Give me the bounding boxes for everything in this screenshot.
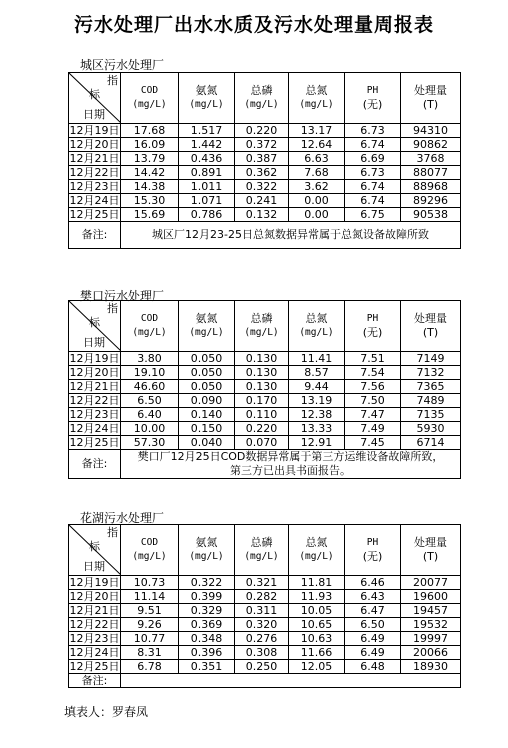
diag-top-label: 指 [107, 526, 118, 539]
value-cell: 1.517 [179, 124, 235, 138]
value-cell: 0.311 [235, 604, 289, 618]
date-cell: 12月21日 [69, 379, 120, 393]
column-header-unit: (mg/L) [132, 99, 167, 110]
table-row [69, 646, 461, 660]
note-label: 备注: [69, 222, 121, 249]
value-cell: 13.33 [289, 422, 345, 436]
value-cell: 7.54 [345, 366, 401, 380]
column-header-name: 氨氮 [195, 84, 218, 97]
value-cell: 11.81 [289, 576, 345, 590]
column-header [345, 525, 401, 576]
value-cell: 7.56 [345, 380, 401, 394]
value-cell: 0.170 [235, 394, 289, 408]
diag-bottom-label: 日期 [83, 560, 105, 573]
value-cell: 6.48 [345, 660, 401, 674]
column-header-unit: (mg/L) [189, 551, 224, 562]
value-cell: 18930 [401, 660, 461, 674]
column-header [289, 301, 345, 352]
value-cell: 7.45 [345, 436, 401, 450]
diag-mid-label: 标 [89, 88, 100, 101]
table-fankou [68, 300, 461, 479]
value-cell: 16.09 [121, 138, 179, 152]
value-cell: 0.220 [235, 422, 289, 436]
value-cell: 0.320 [235, 618, 289, 632]
column-header [121, 73, 179, 124]
value-cell: 19.10 [121, 366, 179, 380]
date-cell: 12月25日 [69, 207, 120, 221]
value-cell: 5930 [401, 422, 461, 436]
date-cell: 12月22日 [69, 617, 120, 631]
date-cell: 12月21日 [69, 603, 120, 617]
value-cell: 1.011 [179, 180, 235, 194]
value-cell: 0.070 [235, 436, 289, 450]
value-cell: 7489 [401, 394, 461, 408]
note-value [121, 450, 461, 479]
value-cell: 19457 [401, 604, 461, 618]
value-cell: 14.38 [121, 180, 179, 194]
value-cell: 15.69 [121, 208, 179, 222]
table-row [69, 394, 461, 408]
column-header-name: 处理量 [414, 84, 447, 97]
value-cell: 90538 [401, 208, 461, 222]
column-header-unit: (mg/L) [299, 99, 334, 110]
value-cell: 7135 [401, 408, 461, 422]
value-cell: 6.73 [345, 166, 401, 180]
value-cell: 0.351 [179, 660, 235, 674]
date-cell: 12月25日 [69, 435, 120, 449]
plant-name-huahu: 花湖污水处理厂 [80, 511, 165, 525]
table-row [69, 422, 461, 436]
column-header [121, 525, 179, 576]
value-cell: 11.93 [289, 590, 345, 604]
plant-name-fankou: 樊口污水处理厂 [80, 289, 165, 303]
column-header-unit: (无) [362, 326, 383, 339]
value-cell: 7.50 [345, 394, 401, 408]
value-cell: 0.150 [179, 422, 235, 436]
date-cell: 12月24日 [69, 193, 120, 207]
value-cell: 0.308 [235, 646, 289, 660]
value-cell: 9.44 [289, 380, 345, 394]
value-cell: 11.41 [289, 352, 345, 366]
date-cell: 12月23日 [69, 407, 120, 421]
note-value [121, 674, 461, 688]
diag-top-label: 指 [107, 302, 118, 315]
value-cell: 3768 [401, 152, 461, 166]
value-cell: 19600 [401, 590, 461, 604]
value-cell: 6714 [401, 436, 461, 450]
table-huahu [68, 524, 461, 688]
value-cell: 0.00 [289, 194, 345, 208]
table-row [69, 380, 461, 394]
date-cell: 12月20日 [69, 589, 120, 603]
column-header-name: COD [140, 537, 159, 548]
value-cell: 6.69 [345, 152, 401, 166]
date-cell: 12月21日 [69, 151, 120, 165]
value-cell: 0.387 [235, 152, 289, 166]
note-line: 第三方已出具书面报告。 [230, 464, 351, 477]
value-cell: 12.38 [289, 408, 345, 422]
column-header-name: 总磷 [250, 84, 273, 97]
value-cell: 1.071 [179, 194, 235, 208]
value-cell: 6.78 [121, 660, 179, 674]
note-row [69, 222, 461, 249]
value-cell: 9.51 [121, 604, 179, 618]
value-cell: 6.73 [345, 124, 401, 138]
value-cell: 6.74 [345, 138, 401, 152]
column-header-unit: (mg/L) [189, 99, 224, 110]
value-cell: 0.322 [235, 180, 289, 194]
value-cell: 6.47 [345, 604, 401, 618]
header-row [69, 525, 461, 576]
note-row [69, 674, 461, 688]
value-cell: 7149 [401, 352, 461, 366]
value-cell: 7.68 [289, 166, 345, 180]
note-label: 备注: [69, 674, 121, 688]
value-cell: 6.74 [345, 180, 401, 194]
value-cell: 10.77 [121, 632, 179, 646]
value-cell: 0.891 [179, 166, 235, 180]
report-title: 污水处理厂出水水质及污水处理量周报表 [73, 14, 434, 36]
value-cell: 6.63 [289, 152, 345, 166]
date-cell: 12月25日 [69, 659, 120, 673]
value-cell: 0.140 [179, 408, 235, 422]
value-cell: 11.66 [289, 646, 345, 660]
column-header-unit: (mg/L) [132, 551, 167, 562]
column-header-unit: (T) [422, 326, 439, 339]
value-cell: 88077 [401, 166, 461, 180]
value-cell: 8.57 [289, 366, 345, 380]
column-header-name: 总磷 [250, 312, 273, 325]
table-row [69, 180, 461, 194]
column-header-unit: (T) [422, 550, 439, 563]
value-cell: 7.51 [345, 352, 401, 366]
table-row [69, 194, 461, 208]
value-cell: 13.17 [289, 124, 345, 138]
value-cell: 0.130 [235, 380, 289, 394]
table-row [69, 604, 461, 618]
table-row [69, 408, 461, 422]
value-cell: 6.49 [345, 646, 401, 660]
table-row [69, 152, 461, 166]
value-cell: 19997 [401, 632, 461, 646]
date-cell: 12月19日 [69, 351, 120, 365]
date-cell: 12月22日 [69, 165, 120, 179]
date-cell: 12月24日 [69, 421, 120, 435]
value-cell: 6.74 [345, 194, 401, 208]
value-cell: 10.63 [289, 632, 345, 646]
value-cell: 19532 [401, 618, 461, 632]
column-header-name: 氨氮 [195, 312, 218, 325]
value-cell: 6.40 [121, 408, 179, 422]
column-header-unit: (mg/L) [189, 327, 224, 338]
value-cell: 0.050 [179, 380, 235, 394]
date-cell: 12月23日 [69, 179, 120, 193]
note-value [121, 222, 461, 249]
value-cell: 94310 [401, 124, 461, 138]
value-cell: 90862 [401, 138, 461, 152]
value-cell: 6.46 [345, 576, 401, 590]
column-header-unit: (mg/L) [244, 327, 279, 338]
column-header [289, 73, 345, 124]
diag-mid-label: 标 [89, 540, 100, 553]
plant-name-chengqu: 城区污水处理厂 [80, 58, 165, 72]
value-cell: 0.050 [179, 366, 235, 380]
column-header [345, 73, 401, 124]
value-cell: 10.65 [289, 618, 345, 632]
value-cell: 9.26 [121, 618, 179, 632]
value-cell: 46.60 [121, 380, 179, 394]
header-row [69, 301, 461, 352]
column-header-name: COD [140, 85, 159, 96]
value-cell: 57.30 [121, 436, 179, 450]
value-cell: 1.442 [179, 138, 235, 152]
value-cell: 13.19 [289, 394, 345, 408]
value-cell: 17.68 [121, 124, 179, 138]
note-row [69, 450, 461, 479]
column-header-name: PH [366, 85, 379, 96]
value-cell: 0.250 [235, 660, 289, 674]
column-header-unit: (无) [362, 550, 383, 563]
value-cell: 10.00 [121, 422, 179, 436]
column-header-name: 总氮 [305, 536, 328, 549]
diagonal-header-cell [69, 525, 121, 576]
value-cell: 89296 [401, 194, 461, 208]
table-row [69, 352, 461, 366]
header-row [69, 73, 461, 124]
value-cell: 0.321 [235, 576, 289, 590]
table-row [69, 436, 461, 450]
value-cell: 11.14 [121, 590, 179, 604]
table-row [69, 618, 461, 632]
value-cell: 0.362 [235, 166, 289, 180]
value-cell: 7365 [401, 380, 461, 394]
date-cell: 12月20日 [69, 365, 120, 379]
value-cell: 12.91 [289, 436, 345, 450]
column-header [179, 73, 235, 124]
value-cell: 88968 [401, 180, 461, 194]
note-label: 备注: [69, 450, 121, 479]
column-header-name: 总氮 [305, 84, 328, 97]
value-cell: 0.241 [235, 194, 289, 208]
diagonal-header-cell [69, 73, 121, 124]
value-cell: 0.130 [235, 352, 289, 366]
value-cell: 0.276 [235, 632, 289, 646]
note-line: 城区厂12月23-25日总氮数据异常属于总氮设备故障所致 [152, 228, 429, 241]
value-cell: 7.47 [345, 408, 401, 422]
value-cell: 0.372 [235, 138, 289, 152]
value-cell: 20066 [401, 646, 461, 660]
date-cell: 12月23日 [69, 631, 120, 645]
diagonal-header-cell [69, 301, 121, 352]
value-cell: 0.040 [179, 436, 235, 450]
value-cell: 0.322 [179, 576, 235, 590]
value-cell: 13.79 [121, 152, 179, 166]
value-cell: 3.80 [121, 352, 179, 366]
value-cell: 10.73 [121, 576, 179, 590]
table-row [69, 208, 461, 222]
value-cell: 0.132 [235, 208, 289, 222]
table-row [69, 590, 461, 604]
date-cell: 12月22日 [69, 393, 120, 407]
column-header-unit: (T) [422, 98, 439, 111]
diag-top-label: 指 [107, 74, 118, 87]
column-header-name: PH [366, 537, 379, 548]
column-header [235, 525, 289, 576]
value-cell: 0.130 [235, 366, 289, 380]
table-row [69, 366, 461, 380]
value-cell: 6.75 [345, 208, 401, 222]
column-header [401, 525, 461, 576]
column-header-unit: (mg/L) [132, 327, 167, 338]
value-cell: 0.00 [289, 208, 345, 222]
column-header-name: 总磷 [250, 536, 273, 549]
value-cell: 12.64 [289, 138, 345, 152]
column-header [179, 525, 235, 576]
date-cell: 12月24日 [69, 645, 120, 659]
date-cell: 12月20日 [69, 137, 120, 151]
value-cell: 6.43 [345, 590, 401, 604]
column-header-unit: (mg/L) [244, 551, 279, 562]
diag-mid-label: 标 [89, 316, 100, 329]
column-header [289, 525, 345, 576]
value-cell: 0.369 [179, 618, 235, 632]
column-header [235, 73, 289, 124]
table-row [69, 632, 461, 646]
value-cell: 0.396 [179, 646, 235, 660]
value-cell: 0.786 [179, 208, 235, 222]
table-row [69, 660, 461, 674]
column-header-unit: (mg/L) [244, 99, 279, 110]
value-cell: 20077 [401, 576, 461, 590]
value-cell: 0.110 [235, 408, 289, 422]
table-chengqu [68, 72, 461, 249]
column-header-name: 氨氮 [195, 536, 218, 549]
column-header [235, 301, 289, 352]
value-cell: 7.49 [345, 422, 401, 436]
value-cell: 7132 [401, 366, 461, 380]
value-cell: 15.30 [121, 194, 179, 208]
value-cell: 0.050 [179, 352, 235, 366]
filler-name: 填表人：罗春凤 [64, 705, 149, 719]
value-cell: 0.282 [235, 590, 289, 604]
column-header-unit: (mg/L) [299, 327, 334, 338]
value-cell: 8.31 [121, 646, 179, 660]
column-header-unit: (无) [362, 98, 383, 111]
column-header [345, 301, 401, 352]
value-cell: 0.399 [179, 590, 235, 604]
table-row [69, 576, 461, 590]
table-row [69, 166, 461, 180]
value-cell: 0.220 [235, 124, 289, 138]
table-row [69, 124, 461, 138]
column-header-name: PH [366, 313, 379, 324]
column-header-name: COD [140, 313, 159, 324]
value-cell: 0.090 [179, 394, 235, 408]
column-header-name: 处理量 [414, 536, 447, 549]
date-cell: 12月19日 [69, 123, 120, 137]
value-cell: 10.05 [289, 604, 345, 618]
column-header [179, 301, 235, 352]
value-cell: 0.348 [179, 632, 235, 646]
column-header-name: 总氮 [305, 312, 328, 325]
column-header [401, 73, 461, 124]
value-cell: 0.329 [179, 604, 235, 618]
date-cell: 12月19日 [69, 575, 120, 589]
value-cell: 6.50 [345, 618, 401, 632]
diag-bottom-label: 日期 [83, 336, 105, 349]
value-cell: 6.50 [121, 394, 179, 408]
value-cell: 0.436 [179, 152, 235, 166]
column-header [121, 301, 179, 352]
column-header-unit: (mg/L) [299, 551, 334, 562]
table-row [69, 138, 461, 152]
value-cell: 3.62 [289, 180, 345, 194]
value-cell: 6.49 [345, 632, 401, 646]
column-header-name: 处理量 [414, 312, 447, 325]
column-header [401, 301, 461, 352]
note-line: 樊口厂12月25日COD数据异常属于第三方运维设备故障所致， [137, 450, 444, 463]
value-cell: 12.05 [289, 660, 345, 674]
value-cell: 14.42 [121, 166, 179, 180]
diag-bottom-label: 日期 [83, 108, 105, 121]
